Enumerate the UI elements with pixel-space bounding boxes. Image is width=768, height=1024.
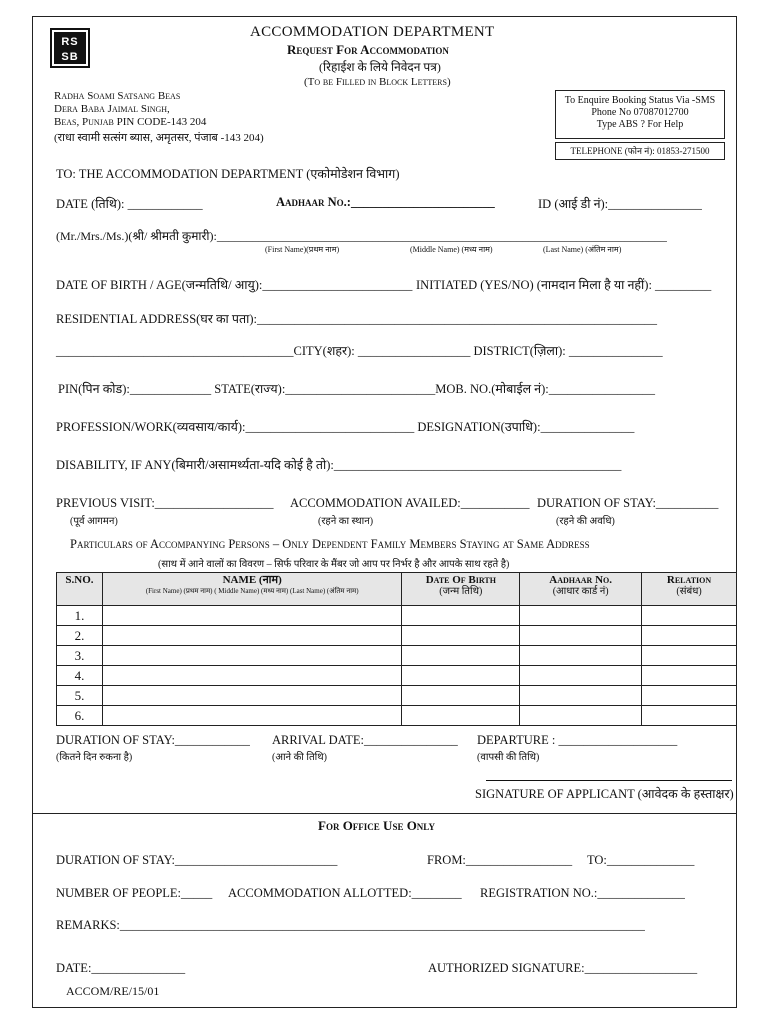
address-line-3: Beas, Punjab PIN CODE-143 204 — [54, 116, 207, 128]
table-row — [57, 626, 737, 646]
arrival-date-field[interactable]: ARRIVAL DATE:_______________ — [272, 733, 458, 747]
disability-field[interactable]: DISABILITY, IF ANY(बिमारी/असामर्थ्यता-यदि कोई है तो):______________________________________________ — [56, 458, 622, 472]
table-header-row — [57, 573, 737, 606]
header-dob — [402, 573, 520, 606]
header-relation — [642, 573, 737, 606]
name-cell[interactable] — [102, 646, 401, 666]
dob-cell[interactable] — [402, 646, 520, 666]
first-name-label: (First Name)(प्रथम नाम) — [265, 245, 340, 254]
name-cell[interactable] — [102, 606, 401, 626]
profession-designation-field[interactable]: PROFESSION/WORK(व्यवसाय/कार्य):___________________________ DESIGNATION(उपाधि):_______________ — [56, 420, 635, 434]
aadhaar-cell[interactable] — [520, 606, 642, 626]
row-number: 6. — [57, 706, 103, 726]
dob-cell[interactable] — [402, 666, 520, 686]
id-field[interactable]: ID (आई डी नं):_______________ — [538, 197, 702, 211]
form-code: ACCOM/RE/15/01 — [66, 984, 160, 998]
row-number: 2. — [57, 626, 103, 646]
duration-of-stay-hindi: (रहने की अवधि) — [556, 516, 615, 527]
row-number: 4. — [57, 666, 103, 686]
logo-line-2: SB — [61, 51, 79, 63]
pin-state-mobile-field[interactable]: PIN(पिन कोड):_____________ STATE(राज्य):________________________MOB. NO.(मोबाईल नं):_________________ — [58, 382, 656, 396]
accommodation-allotted-field[interactable]: ACCOMMODATION ALLOTTED:________ — [228, 886, 462, 900]
table-row — [57, 666, 737, 686]
relation-cell[interactable] — [642, 666, 737, 686]
office-to-field[interactable]: TO:______________ — [587, 853, 695, 867]
relation-cell[interactable] — [642, 686, 737, 706]
address-line-4: (राधा स्वामी सत्संग ब्यास, अमृतसर, पंजाब -143 204) — [54, 132, 264, 144]
relation-cell[interactable] — [642, 646, 737, 666]
name-cell[interactable] — [102, 626, 401, 646]
name-cell[interactable] — [102, 706, 401, 726]
aadhaar-cell[interactable] — [520, 706, 642, 726]
header-name-label: NAME (नाम) — [222, 574, 282, 586]
name-field[interactable]: (Mr./Mrs./Ms.)(श्री/ श्रीमती कुमारी):___________________________________________________________________________ — [56, 229, 667, 243]
office-divider — [32, 813, 737, 814]
aadhaar-cell[interactable] — [520, 626, 642, 646]
date-field[interactable]: DATE (तिथि): ____________ — [56, 197, 203, 211]
header-dob-hindi: (जन्म तिथि) — [439, 586, 483, 597]
stay-duration-field[interactable]: DURATION OF STAY:____________ — [56, 733, 250, 747]
name-cell[interactable] — [102, 666, 401, 686]
dob-cell[interactable] — [402, 626, 520, 646]
row-number: 3. — [57, 646, 103, 666]
row-number: 5. — [57, 686, 103, 706]
relation-cell[interactable] — [642, 606, 737, 626]
accompanying-persons-table — [56, 572, 737, 726]
registration-no-field[interactable]: REGISTRATION NO.:______________ — [480, 886, 685, 900]
sms-line-1: To Enquire Booking Status Via -SMS — [564, 95, 716, 106]
header-name-sub: (First Name) (प्रथम नाम) ( Middle Name) (मध्य नाम) (Last Name) (अंतिम नाम) — [145, 587, 359, 595]
authorized-signature-field[interactable]: AUTHORIZED SIGNATURE:__________________ — [428, 961, 698, 975]
stay-duration-hindi: (कितने दिन रुकना है) — [56, 752, 133, 763]
header-relation-hindi: (संबंध) — [676, 586, 702, 597]
table-row — [57, 646, 737, 666]
department-title: ACCOMMODATION DEPARTMENT — [250, 24, 495, 40]
dob-cell[interactable] — [402, 686, 520, 706]
previous-visit-field[interactable]: PREVIOUS VISIT:___________________ — [56, 496, 274, 510]
logo-line-1: RS — [61, 36, 79, 48]
block-letters-note: (To be Filled in Block Letters) — [304, 76, 451, 88]
applicant-signature-label: SIGNATURE OF APPLICANT (आवेदक के हस्ताक्षर) — [475, 787, 734, 801]
previous-visit-hindi: (पूर्व आगमन) — [70, 516, 118, 527]
header-aadhaar-hindi: (आधार कार्ड नं) — [552, 586, 609, 597]
applicant-signature-line[interactable] — [486, 780, 732, 781]
office-from-field[interactable]: FROM:_________________ — [427, 853, 573, 867]
request-title-hindi: (रिहाईश के लिये निवेदन पत्र) — [319, 60, 441, 74]
table-row — [57, 606, 737, 626]
aadhaar-cell[interactable] — [520, 666, 642, 686]
aadhaar-cell[interactable] — [520, 646, 642, 666]
dob-cell[interactable] — [402, 706, 520, 726]
table-row — [57, 706, 737, 726]
duration-of-stay-field[interactable]: DURATION OF STAY:__________ — [537, 496, 719, 510]
dob-field[interactable]: DATE OF BIRTH / AGE(जन्मतिथि/ आयु):________________________ — [56, 278, 413, 292]
office-date-field[interactable]: DATE:_______________ — [56, 961, 186, 975]
sms-enquiry-box — [555, 90, 725, 139]
number-of-people-field[interactable]: NUMBER OF PEOPLE:_____ — [56, 886, 213, 900]
particulars-title: Particulars of Accompanying Persons – Only Dependent Family Members Staying at Same Address — [70, 537, 590, 551]
address-line-1: Radha Soami Satsang Beas — [54, 90, 181, 102]
row-number: 1. — [57, 606, 103, 626]
office-duration-field[interactable]: DURATION OF STAY:__________________________ — [56, 853, 338, 867]
address-line-2: Dera Baba Jaimal Singh, — [54, 103, 170, 115]
accommodation-availed-hindi: (रहने का स्थान) — [318, 516, 374, 527]
header-aadhaar — [520, 573, 642, 606]
header-dob-label: Date Of Birth — [425, 574, 496, 586]
header-aadhaar-label: Aadhaar No. — [549, 574, 612, 586]
sms-line-2: Phone No 07087012700 — [591, 107, 689, 118]
request-title: Request For Accommodation — [287, 42, 449, 57]
header-sno: S.NO. — [57, 573, 103, 606]
name-cell[interactable] — [102, 686, 401, 706]
residential-address-field[interactable]: RESIDENTIAL ADDRESS(घर का पता):________________________________________________________________ — [56, 312, 658, 326]
relation-cell[interactable] — [642, 706, 737, 726]
to-department: TO: THE ACCOMMODATION DEPARTMENT (एकोमोडेशन विभाग) — [56, 167, 400, 181]
office-use-title: For Office Use Only — [318, 818, 435, 833]
middle-name-label: (Middle Name) (मध्य नाम) — [410, 245, 493, 254]
particulars-title-hindi: (साथ में आने वालों का विवरण – सिर्फ परिवार के मैंबर जो आप पर निर्भर है और आपके साथ रहते है) — [158, 559, 510, 570]
last-name-label: (Last Name) (अंतिम नाम) — [543, 245, 622, 254]
departure-field[interactable]: DEPARTURE : ___________________ — [477, 733, 678, 747]
dob-cell[interactable] — [402, 606, 520, 626]
accommodation-availed-field[interactable]: ACCOMMODATION AVAILED:___________ — [290, 496, 530, 510]
relation-cell[interactable] — [642, 626, 737, 646]
arrival-date-hindi: (आने की तिथि) — [272, 752, 327, 763]
telephone-box: TELEPHONE (फोन नं): 01853-271500 — [555, 142, 725, 160]
rssb-logo — [50, 28, 90, 68]
initiated-field[interactable]: INITIATED (YES/NO) (नामदान मिला है या नहीं): _________ — [416, 278, 712, 292]
remarks-field[interactable]: REMARKS:____________________________________________________________________________________ — [56, 918, 645, 932]
departure-hindi: (वापसी की तिथि) — [477, 752, 540, 763]
header-relation-label: Relation — [666, 574, 712, 586]
aadhaar-field[interactable]: Aadhaar No.:_______________________ — [276, 195, 495, 209]
header-name — [102, 573, 401, 606]
sms-line-3: Type ABS ? For Help — [596, 119, 684, 130]
table-row — [57, 686, 737, 706]
aadhaar-cell[interactable] — [520, 686, 642, 706]
city-district-field[interactable]: ______________________________________CITY(शहर): __________________ DISTRICT(ज़िला): _______________ — [56, 344, 663, 358]
